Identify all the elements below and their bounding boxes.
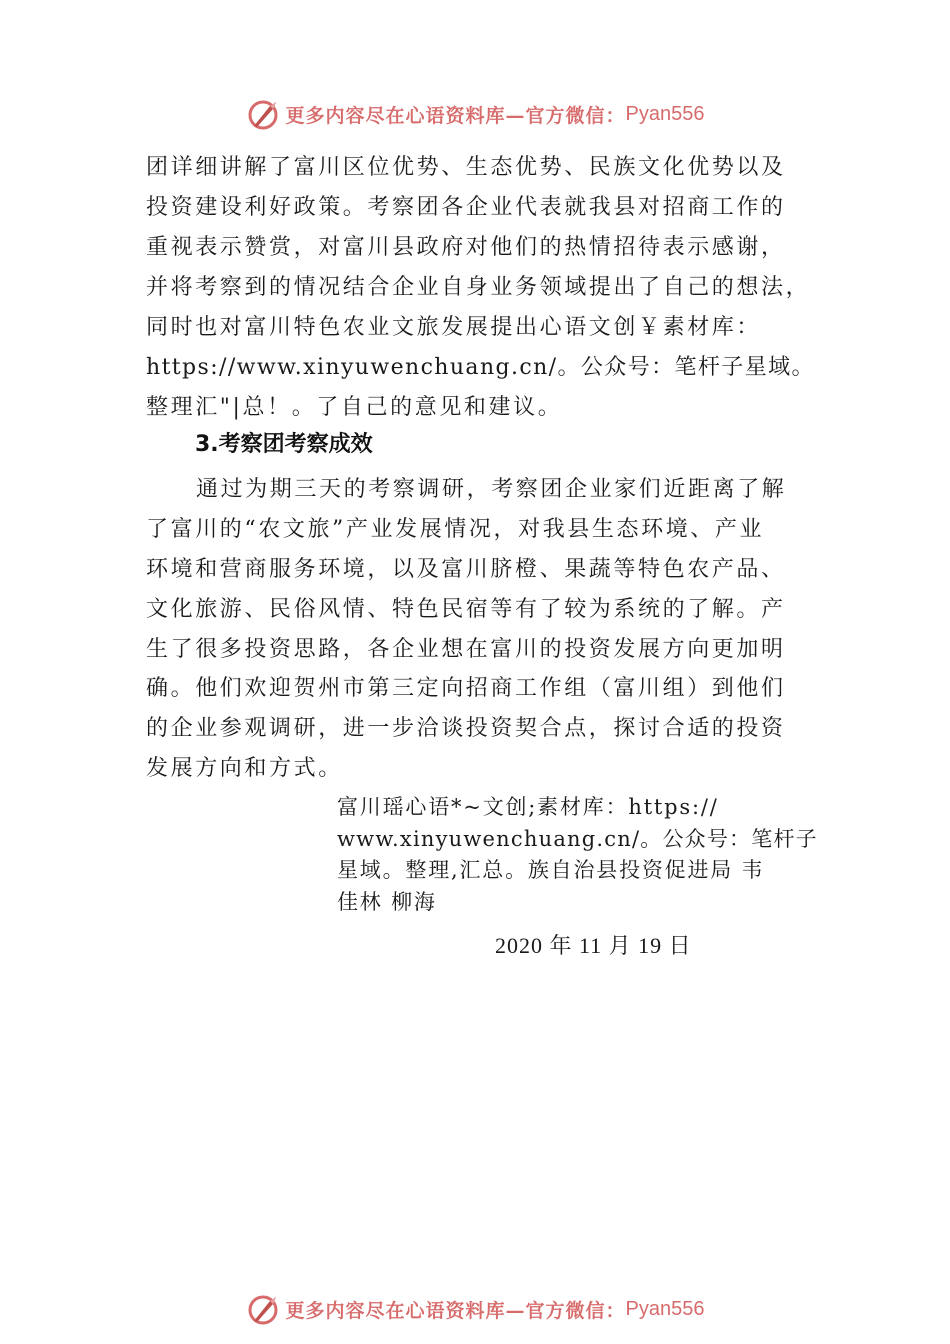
body-line: 生了很多投资思路，各企业想在富川的投资发展方向更加明 xyxy=(146,637,786,662)
signature-line: www.xinyuwenchuang.cn/。公众号：笔杆子 xyxy=(337,827,818,851)
banner-wechat-handle: Pyan556 xyxy=(625,1297,705,1320)
body-line: 重视表示赞赏，对富川县政府对他们的热情招待表示感谢， xyxy=(146,235,786,260)
body-line: 发展方向和方式。 xyxy=(146,756,343,781)
banner-text: 更多内容尽在心语资料库—官方微信： xyxy=(285,1299,626,1322)
body-line: 通过为期三天的考察调研，考察团企业家们近距离了解 xyxy=(196,477,787,502)
pen-logo-icon xyxy=(246,96,282,132)
pen-logo-icon xyxy=(246,1291,282,1327)
document-date: 2020 年 11 月 19 日 xyxy=(495,933,692,958)
body-line: 同时也对富川特色农业文旅发展提出心语文创￥素材库： xyxy=(146,315,762,340)
signature-line: 富川瑶心语*~文创;素材库：https:// xyxy=(337,795,719,819)
section-heading: 3.考察团考察成效 xyxy=(195,432,373,457)
body-line: 的企业参观调研，进一步洽谈投资契合点，探讨合适的投资 xyxy=(146,716,786,741)
body-line: 了富川的“农文旅”产业发展情况，对我县生态环境、产业 xyxy=(146,517,765,542)
body-line: 投资建设利好政策。考察团各企业代表就我县对招商工作的 xyxy=(146,195,786,220)
body-line: 文化旅游、民俗风情、特色民宿等有了较为系统的了解。产 xyxy=(146,597,786,622)
footer-banner xyxy=(0,1289,950,1329)
banner-text: 更多内容尽在心语资料库—官方微信： xyxy=(285,104,626,127)
body-line: 环境和营商服务环境，以及富川脐橙、果蔬等特色农产品、 xyxy=(146,557,786,582)
body-line: 确。他们欢迎贺州市第三定向招商工作组（富川组）到他们 xyxy=(146,676,786,701)
banner-wechat-handle: Pyan556 xyxy=(625,102,705,125)
signature-line: 星域。整理,汇总。族自治县投资促进局 韦 xyxy=(337,858,765,882)
header-banner xyxy=(0,94,950,134)
signature-line: 佳林 柳海 xyxy=(337,890,437,914)
body-line: 团详细讲解了富川区位优势、生态优势、民族文化优势以及 xyxy=(146,155,786,180)
body-line: 整理汇"|总！。了自己的意见和建议。 xyxy=(146,395,563,420)
body-line: 并将考察到的情况结合企业自身业务领域提出了自己的想法， xyxy=(146,275,811,300)
body-line: https://www.xinyuwenchuang.cn/。公众号：笔杆子星域。 xyxy=(146,355,815,380)
